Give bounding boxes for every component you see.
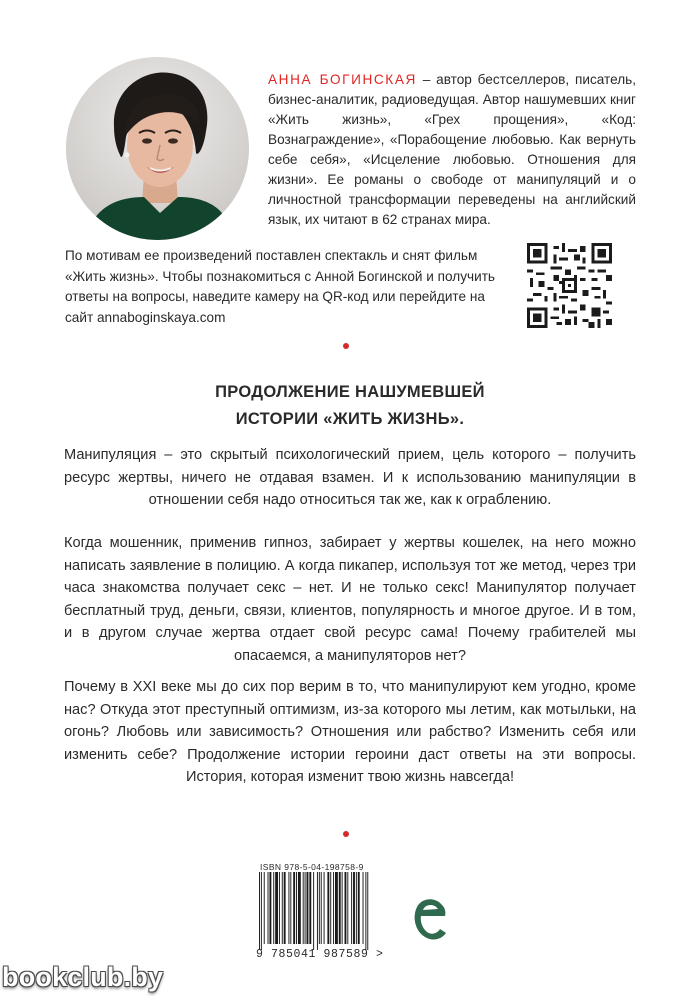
paragraph-3: Почему в XXI веке мы до сих пор верим в то, что манипулируют кем угодно, кроме нас? Откуда этот преступный оптимизм, из-за которого мы летим, как мотыльки, на огонь? Любовь или зависимость? Отношения или рабство? Изменить себя или изменить себе? Продолжение истории героини даст ответы на эти вопросы. История, которая изменит твою жизнь навсегда! [64,679,636,786]
isbn-barcode [256,862,394,961]
red-divider-dot [343,831,349,837]
author-portrait [66,57,249,240]
barcode-digits: 9 785041 987589 > [256,948,384,961]
author-photo-illustration [66,57,249,240]
qr-code-graphic [527,243,612,328]
paragraph-1: Манипуляция – это скрытый психологический прием, цель которого – получить ресурс жертвы, ничего не отдавая взамен. И к использованию манипуляции в отношении себя надо относиться так же, как к ограблению. [64,447,636,509]
paragraph-2: Когда мошенник, применив гипноз, забирает у жертвы кошелек, на него можно написать заявление в полицию. А когда пикапер, используя тот же метод, через три часа знакомства получает секс – нет. И не только секс! Манипулятор получает бесплатный труд, деньги, связи, клиентов, популярность и многое другое. И в том, и в другом случае жертва отдает свой ресурс сама! Почему грабителей мы опасаемся, а манипуляторов нет? [64,535,636,664]
publisher-logo-icon [412,893,448,943]
qr-code-icon[interactable] [527,243,612,328]
film-info-text: По мотивам ее произведений поставлен спектакль и снят фильм «Жить жизнь». Чтобы познакомиться с Анной Богинской и получить ответы на вопросы, наведите камеру на QR-код или перейдите на сайт annaboginskaya.com [65,248,496,325]
barcode-bars [256,872,394,950]
red-divider-dot [343,343,349,349]
author-bio [268,70,636,230]
author-name: АННА БОГИНСКАЯ [268,72,417,87]
isbn-number: ISBN 978-5-04-198758-9 [260,862,364,872]
headline-line-1: ПРОДОЛЖЕНИЕ НАШУМЕВШЕЙ [215,383,485,401]
watermark-site: bookclub.by [2,962,164,992]
publisher-logo-graphic [412,893,448,943]
author-bio-text: – автор бестселлеров, писатель, бизнес-аналитик, радиоведущая. Автор нашумевших книг «Жить жизнь», «Грех прощения», «Код: Вознаграждение», «Порабощение любовью. Как вернуть себе себя», «Исцеление любовью. Отношения для жизни». Ее романы о свободе от манипуляций и о личностной трансформации переведены на английский язык, их читают в 62 странах мира. [268,72,637,227]
headline [150,379,550,433]
headline-line-2: ИСТОРИИ «ЖИТЬ ЖИЗНЬ». [235,410,465,428]
